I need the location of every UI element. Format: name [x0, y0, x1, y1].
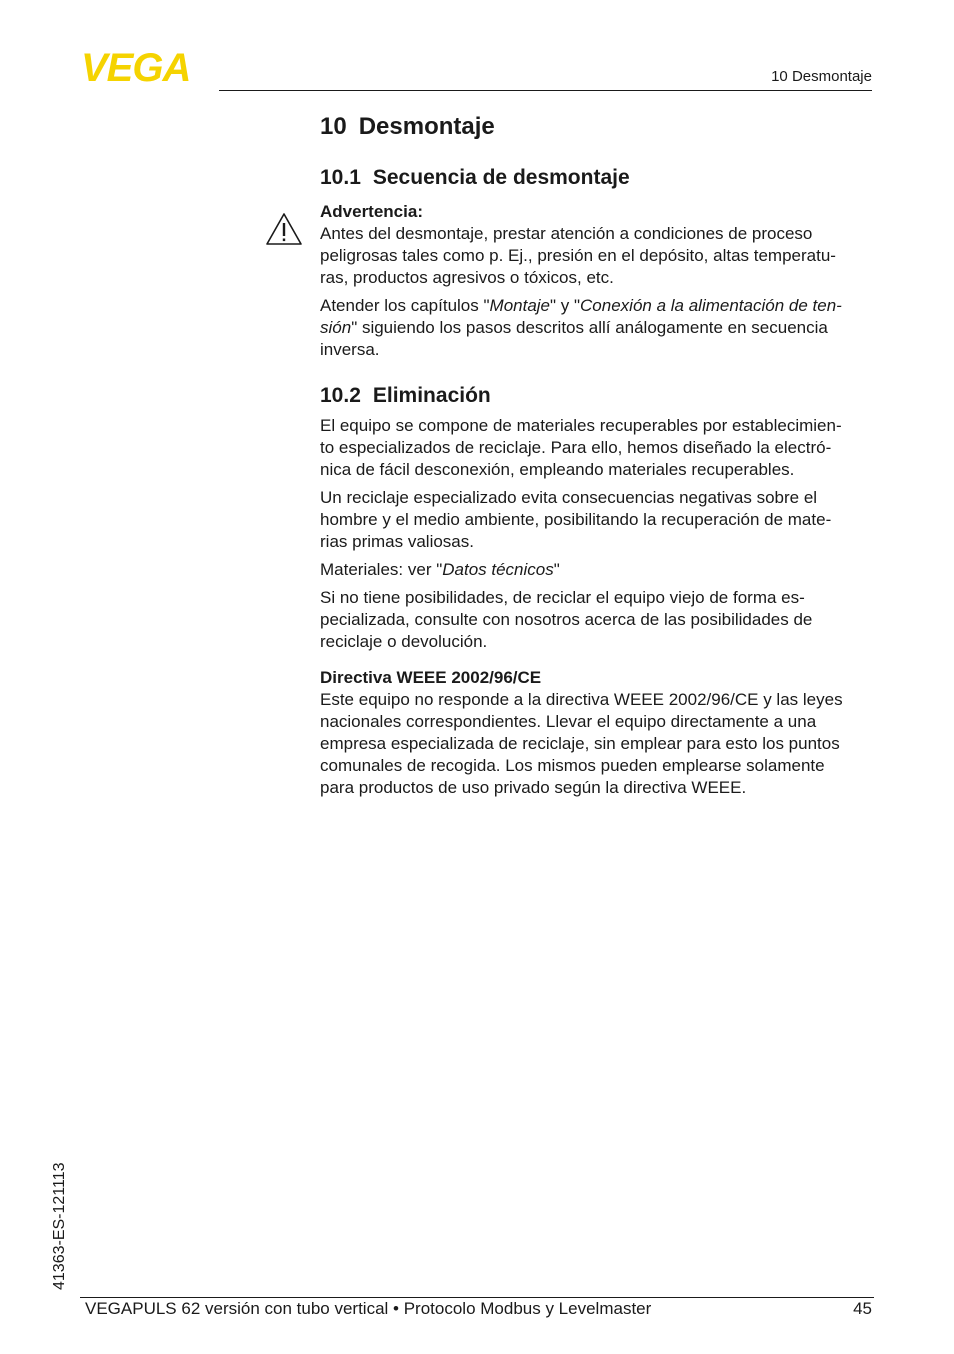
header-section-label: 10 Desmontaje: [771, 68, 872, 85]
vega-logo-text: VEGA: [81, 50, 191, 84]
footer-title: VEGAPULS 62 versión con tubo vertical • Protocolo Modbus y Levelmaster: [85, 1299, 652, 1318]
warning-triangle-icon: [265, 212, 303, 246]
page-number: 45: [853, 1299, 872, 1318]
disassembly-note: Atender los capítulos "Montaje" y "Conexión a la alimentación de ten- sión" siguiendo los pasos descritos allí análogamente en secuencia inversa.: [320, 296, 842, 359]
recycling-paragraph-2: Un reciclaje especializado evita consecuencias negativas sobre el hombre y el medio ambiente, posibilitando la recuperación de mate- rias primas valiosas.: [320, 488, 832, 551]
warning-label: Advertencia:: [320, 202, 423, 221]
warning-block: Advertencia: Antes del desmontaje, prestar atención a condiciones de proceso peligrosas tales como p. Ej., presión en el depósito, altas temperatu- ras, productos agresivos o tóxicos, etc.: [320, 202, 836, 287]
materials-reference: Materiales: ver "Datos técnicos": [320, 560, 560, 579]
main-content: [320, 110, 880, 799]
footer-divider: [80, 1297, 874, 1298]
recycling-paragraph-1: El equipo se compone de materiales recuperables por establecimien- to especializados de reciclaje. Para ello, hemos diseñado la electró- nica de fácil desconexión, empleando materiales recuperables.: [320, 416, 842, 479]
header-divider: [219, 90, 872, 91]
weee-directive-title: Directiva WEEE 2002/96/CE: [320, 668, 542, 687]
section-10-2-title: 10.2 Eliminación: [320, 384, 491, 407]
section-10-1-title: 10.1 Secuencia de desmontaje: [320, 166, 630, 189]
vega-logo: [81, 50, 211, 84]
document-number: 41363-ES-121113: [51, 1162, 68, 1290]
chapter-title: 10 Desmontaje: [320, 113, 495, 140]
recycling-paragraph-4: Si no tiene posibilidades, de reciclar el equipo viejo de forma es- pecializada, consulte con nosotros acerca de las posibilidades de reciclaje o devolución.: [320, 588, 813, 651]
weee-directive-block: Directiva WEEE 2002/96/CE Este equipo no responde a la directiva WEEE 2002/96/CE y las leyes nacionales correspondientes. Llevar el equipo directamente a una empresa especializada de reciclaje, sin emplear para esto los puntos comunales de recogida. Los mismos pueden emplearse solamente para productos de uso privado según la directiva WEEE.: [320, 668, 843, 797]
